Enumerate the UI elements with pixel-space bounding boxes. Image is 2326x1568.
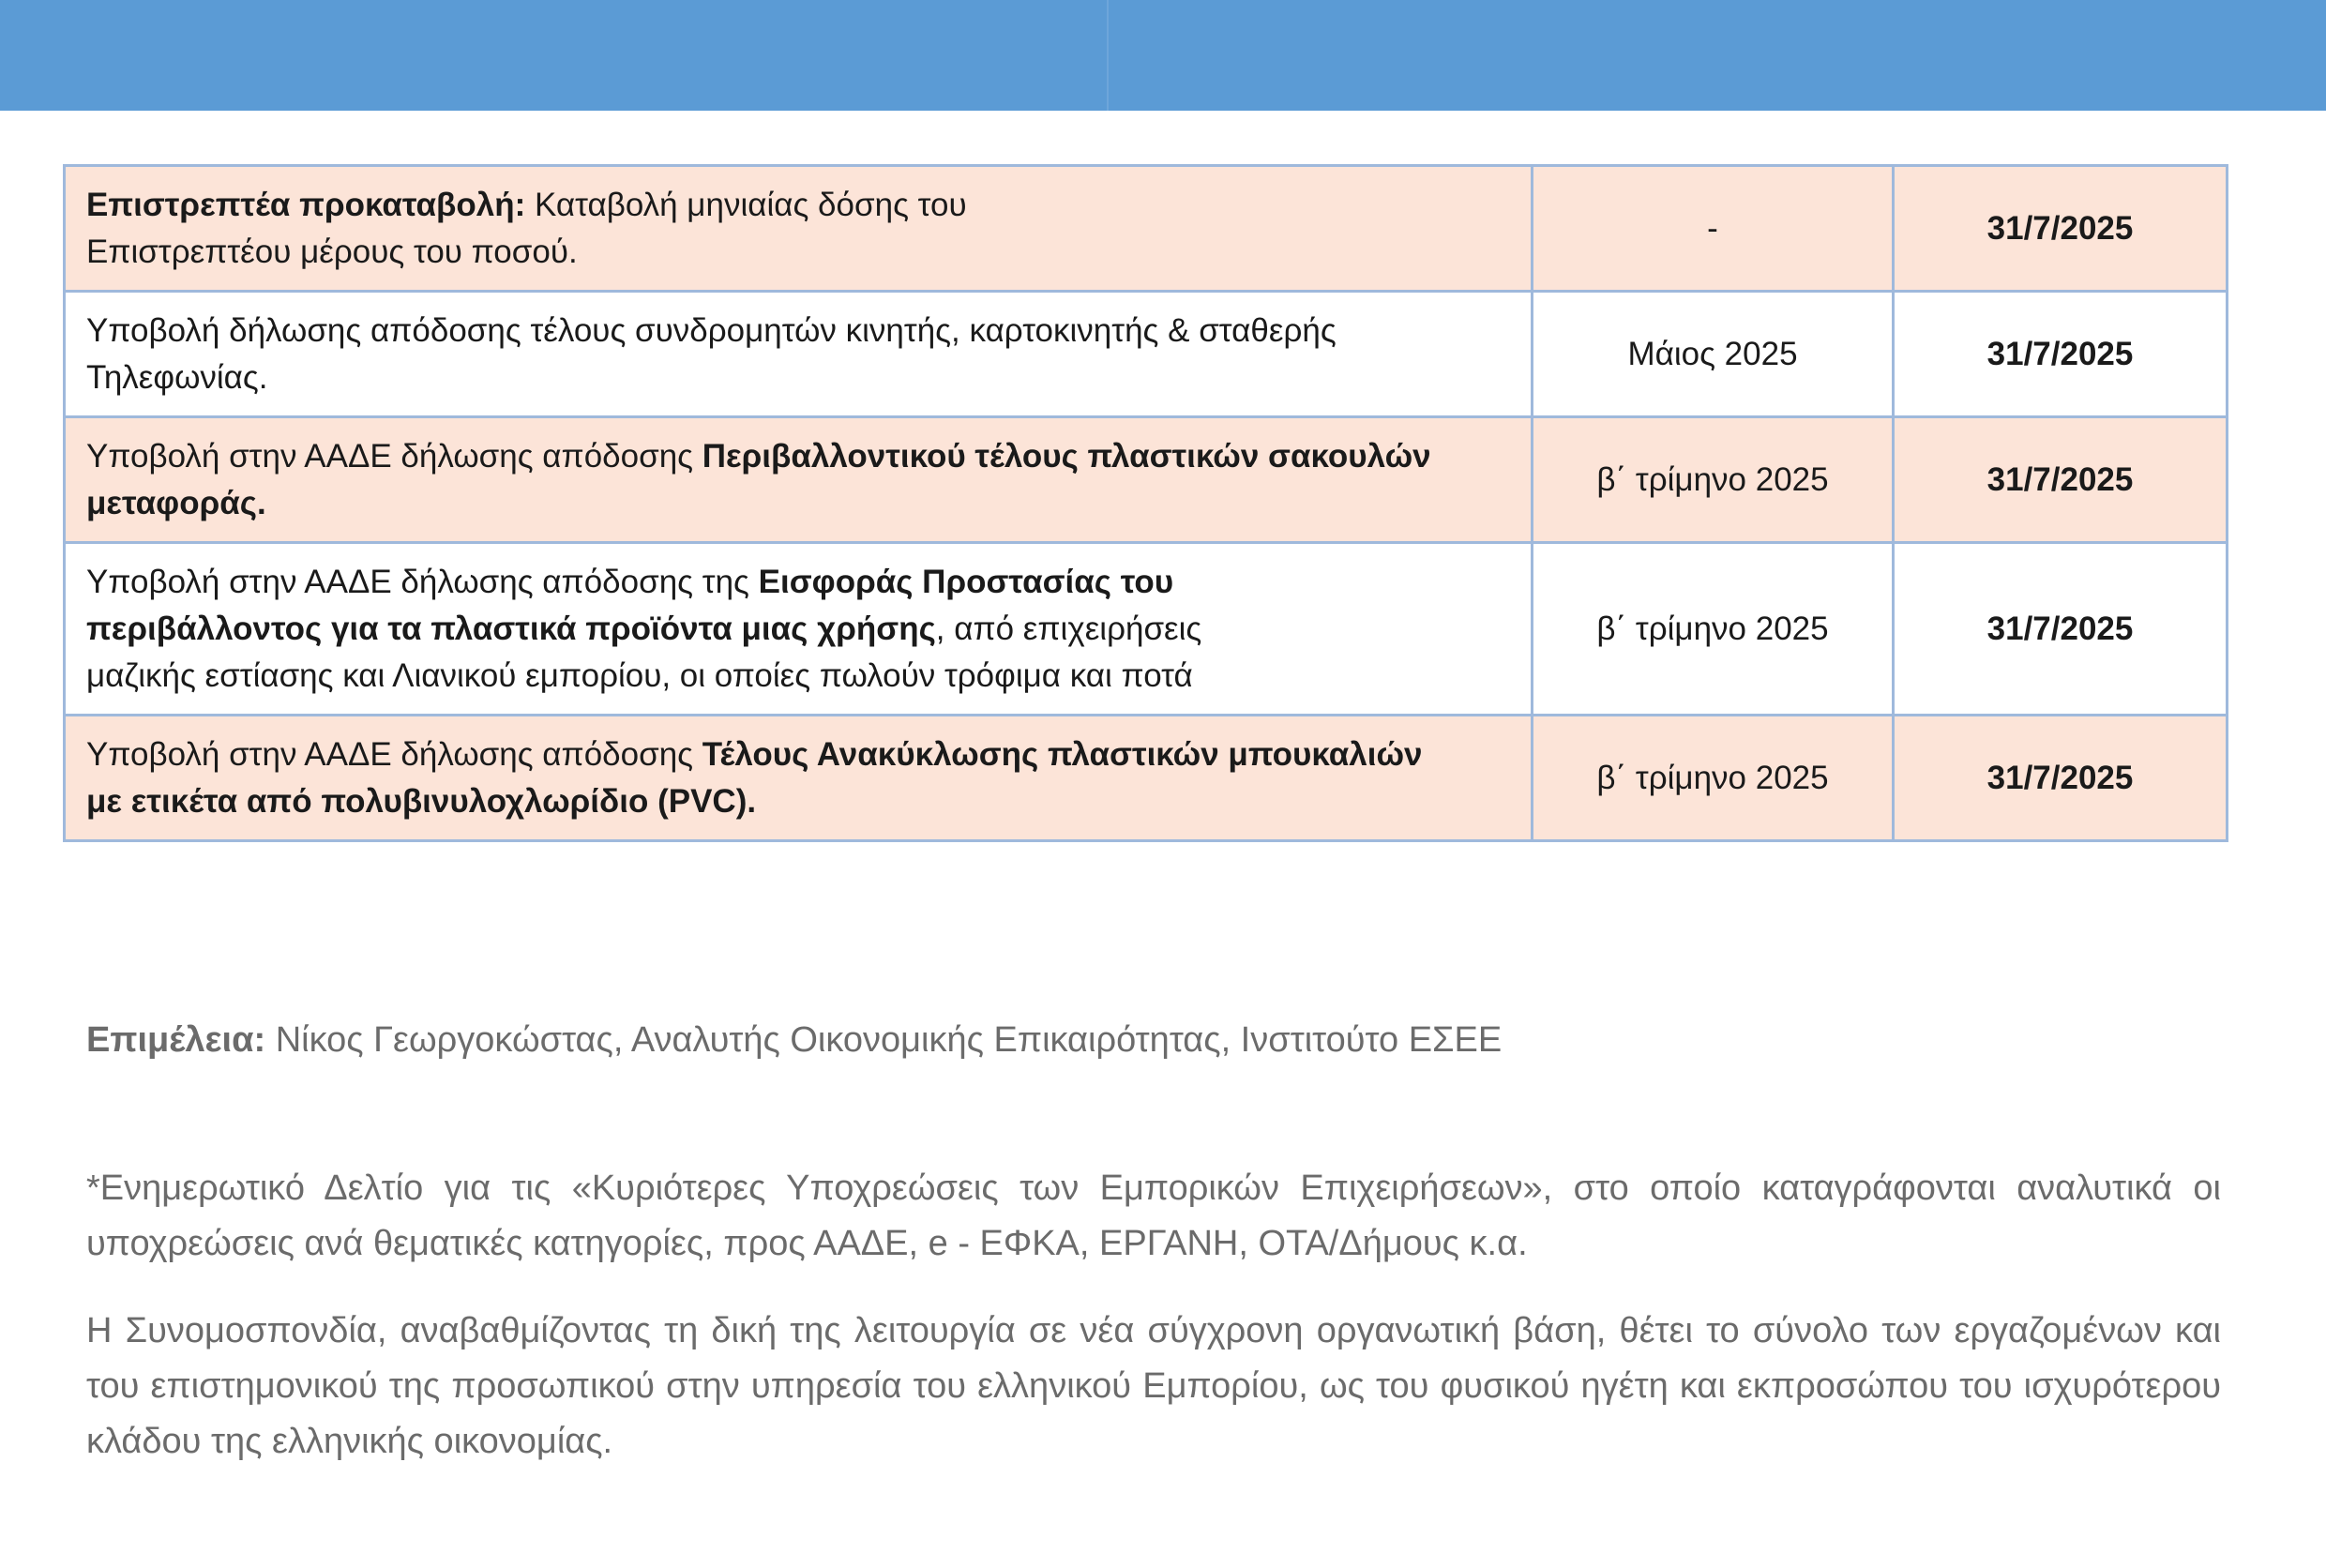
header-band-left [0,0,1109,111]
deadline-date: 31/7/2025 [1894,166,2228,292]
deadlines-table [63,164,2228,842]
table-row [65,166,2228,292]
obligation-text: μαζικής εστίασης και Λιανικού εμπορίου, οι οποίες πωλούν τρόφιμα και ποτά [86,656,1193,694]
deadline-date: 31/7/2025 [1894,716,2228,841]
obligation-description [65,417,1533,543]
obligation-description [65,543,1533,716]
obligation-bold-text: με ετικέτα από πολυβινυλοχλωρίδιο (PVC). [86,782,757,820]
obligation-text: Υποβολή στην ΑΑΔΕ δήλωσης απόδοσης [86,735,702,773]
obligation-text: Υποβολή στην ΑΑΔΕ δήλωσης απόδοσης [86,437,702,475]
editor-credit [86,1015,2225,1065]
table-row [65,292,2228,417]
confederation-statement: Η Συνομοσπονδία, αναβαθμίζοντας τη δική της λειτουργία σε νέα σύγχρονη οργανωτική βάση, θέτει το σύνολο των εργαζομένων και του επιστημονικού της προσωπικού στην υπηρεσία του ελληνικού Εμπορίου, ως του φυσικού ηγέτη και εκπροσώπου του ισχυρότερου κλάδου της ελληνικής οικονομίας. [86,1311,2221,1461]
header-band [0,0,2326,111]
reference-period: - [1533,166,1894,292]
table-row [65,716,2228,841]
obligation-bold-text: περιβάλλοντος για τα πλαστικά προϊόντα μιας χρήσης [86,610,936,647]
deadline-date: 31/7/2025 [1894,292,2228,417]
obligation-description [65,716,1533,841]
obligation-text: Τηλεφωνίας. [86,358,268,396]
deadline-date: 31/7/2025 [1894,417,2228,543]
obligation-bold-text: Περιβαλλοντικού τέλους πλαστικών σακουλών [702,437,1431,475]
deadline-date: 31/7/2025 [1894,543,2228,716]
obligation-description [65,166,1533,292]
obligation-description [65,292,1533,417]
bulletin-note: *Ενημερωτικό Δελτίο για τις «Κυριότερες Υποχρεώσεις των Εμπορικών Επιχειρήσεων», στο οποίο καταγράφονται αναλυτικά οι υποχρεώσεις ανά θεματικές κατηγορίες, προς ΑΑΔΕ, e - ΕΦΚΑ, ΕΡΓΑΝΗ, ΟΤΑ/Δήμους κ.α. [86,1168,2221,1263]
table-row [65,543,2228,716]
obligation-bold-text: μεταφοράς. [86,484,266,521]
table-row [65,417,2228,543]
obligation-text: Καταβολή μηνιαίας δόσης του [525,186,967,223]
obligation-text: Υποβολή στην ΑΑΔΕ δήλωσης απόδοσης της [86,563,759,600]
reference-period: β΄ τρίμηνο 2025 [1533,716,1894,841]
obligation-bold-text: Τέλους Ανακύκλωσης πλαστικών μπουκαλιών [702,735,1423,773]
obligation-text: Υποβολή δήλωσης απόδοσης τέλους συνδρομητών κινητής, καρτοκινητής & σταθερής [86,311,1337,349]
header-band-right [1109,0,2326,111]
reference-period: β΄ τρίμηνο 2025 [1533,543,1894,716]
credit-label: Επιμέλεια: [86,1020,266,1060]
obligation-bold-text: Επιστρεπτέα προκαταβολή: [86,186,526,223]
credit-text: Νίκος Γεωργοκώστας, Αναλυτής Οικονομικής Επικαιρότητας, Ινστιτούτο ΕΣΕΕ [265,1020,1503,1060]
obligation-text: Επιστρεπτέου μέρους του ποσού. [86,233,578,270]
obligation-text: , από επιχειρήσεις [935,610,1202,647]
reference-period: β΄ τρίμηνο 2025 [1533,417,1894,543]
reference-period: Μάιος 2025 [1533,292,1894,417]
obligation-bold-text: Εισφοράς Προστασίας του [758,563,1174,600]
